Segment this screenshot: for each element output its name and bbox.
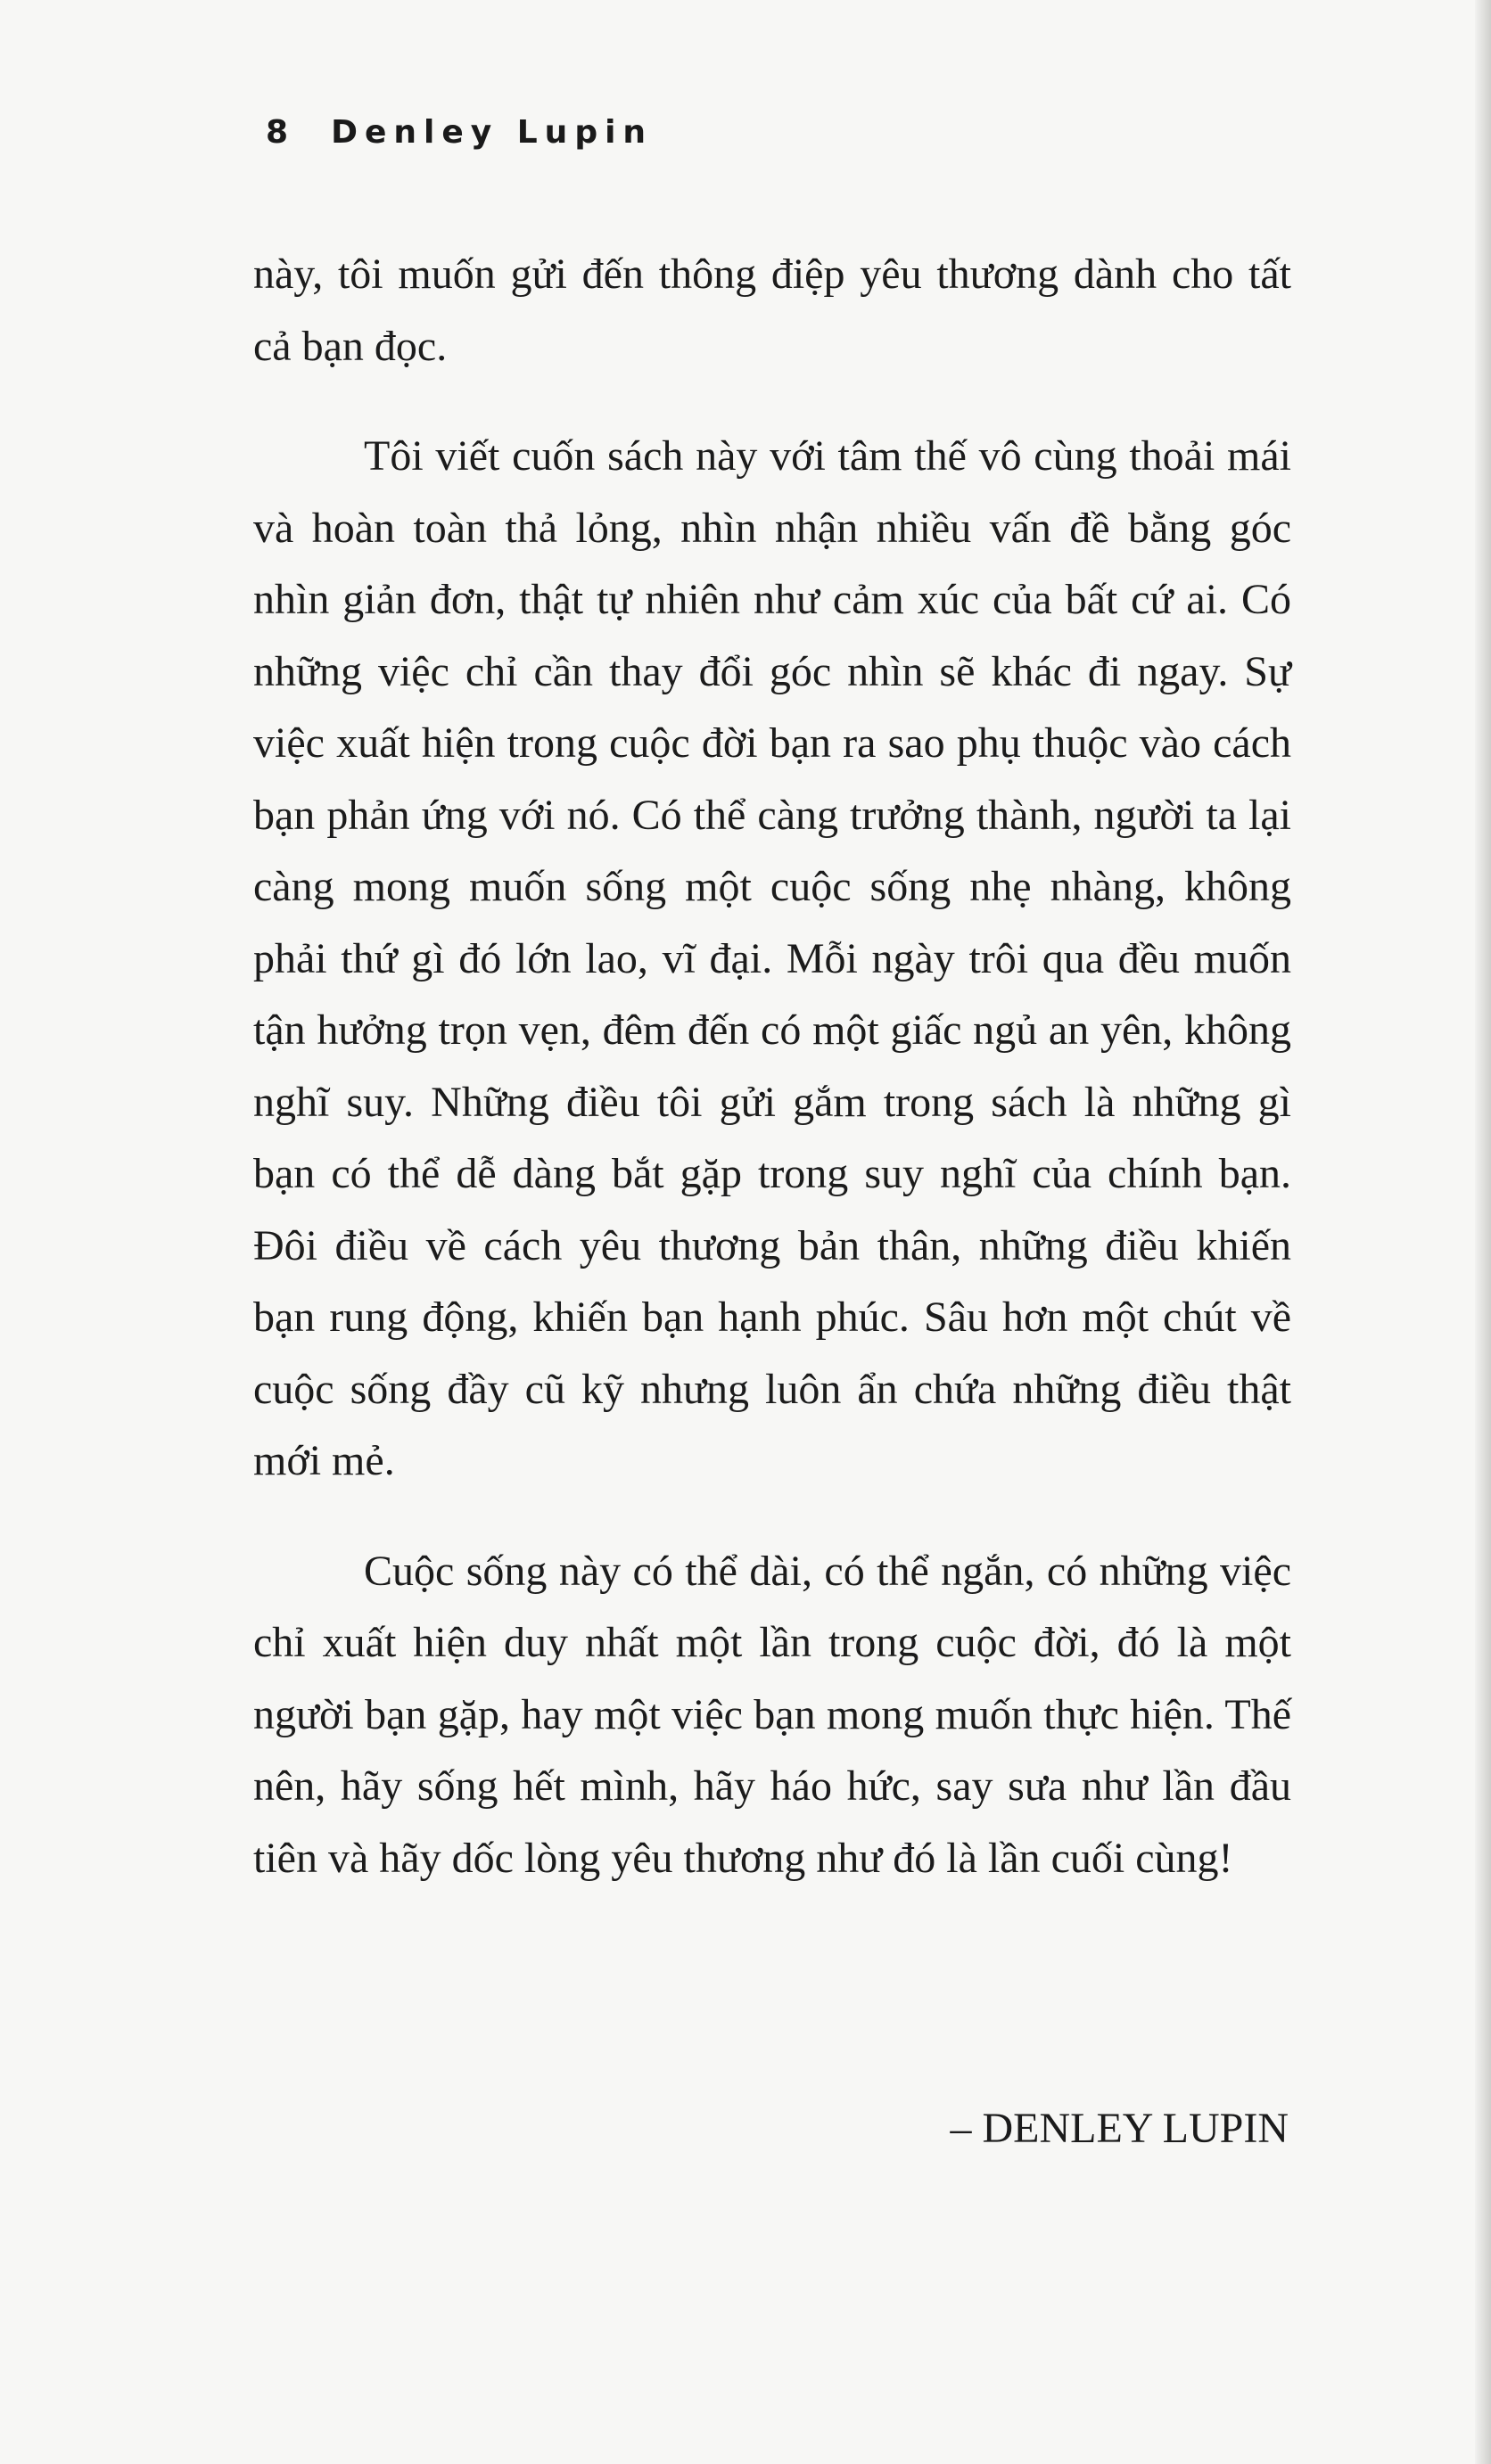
- running-head: [266, 114, 653, 151]
- paragraph-intro: Tôi viết cuốn sách này với tâm thế vô cùng thoải mái và hoàn toàn thả lỏng, nhìn nhận nhiều vấn đề bằng góc nhìn giản đơn, thật tự nhiên như cảm xúc của bất cứ ai. Có những việc chỉ cần thay đổi góc nhìn sẽ khác đi ngay. Sự việc xuất hiện trong cuộc đời bạn ra sao phụ thuộc vào cách bạn phản ứng với nó. Có thể càng trưởng thành, người ta lại càng mong muốn sống một cuộc sống nhẹ nhàng, không phải thứ gì đó lớn lao, vĩ đại. Mỗi ngày trôi qua đều muốn tận hưởng trọn vẹn, đêm đến có một giấc ngủ an yên, không nghĩ suy. Những điều tôi gửi gắm trong sách là những gì bạn có thể dễ dàng bắt gặp trong suy nghĩ của chính bạn. Đôi điều về cách yêu thương bản thân, những điều khiến bạn rung động, khiến bạn hạnh phúc. Sâu hơn một chút về cuộc sống đầy cũ kỹ nhưng luôn ẩn chứa những điều thật mới mẻ.: [253, 432, 1291, 1484]
- running-head-author: Denley Lupin: [331, 114, 654, 151]
- page-edge-shadow: [1475, 0, 1491, 2464]
- paragraph-continuation: này, tôi muốn gửi đến thông điệp yêu thương dành cho tất cả bạn đọc.: [253, 251, 1291, 370]
- paragraph-closing: Cuộc sống này có thể dài, có thể ngắn, có những việc chỉ xuất hiện duy nhất một lần trong cuộc đời, đó là một người bạn gặp, hay một việc bạn mong muốn thực hiện. Thế nên, hãy sống hết mình, hãy háo hức, say sưa như lần đầu tiên và hãy dốc lòng yêu thương như đó là lần cuối cùng!: [253, 1547, 1291, 1882]
- body-text: [253, 239, 1291, 1894]
- page-number: 8: [266, 114, 296, 151]
- author-signature: – DENLEY LUPIN: [950, 2105, 1289, 2152]
